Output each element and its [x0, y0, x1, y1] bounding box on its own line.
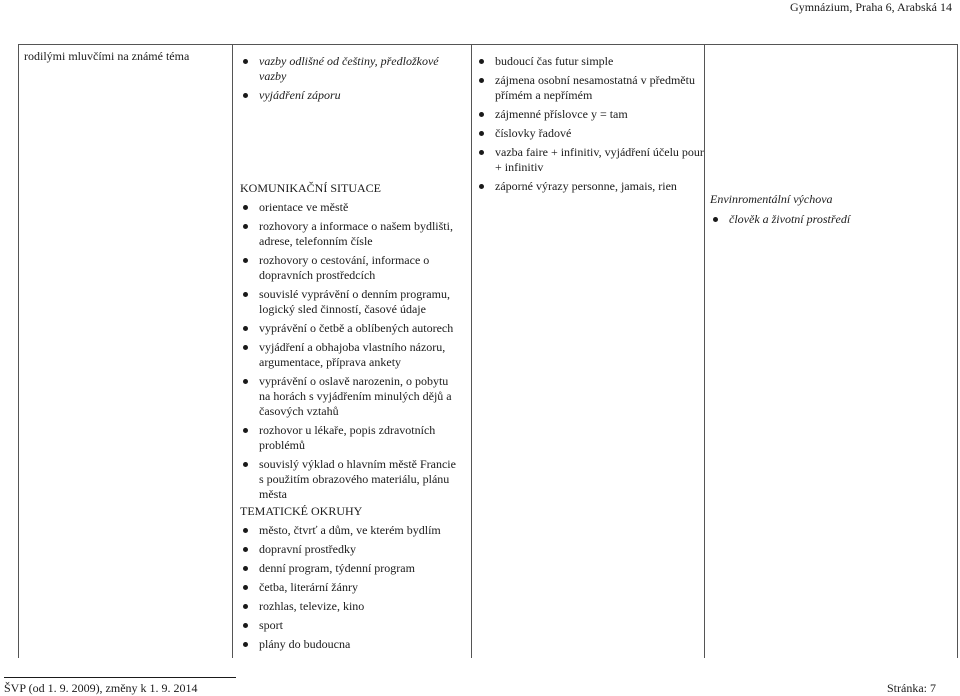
bullet-icon: [713, 217, 718, 222]
grammar-list: [476, 54, 708, 194]
bullet-icon: [479, 150, 484, 155]
list-item: sport: [240, 618, 462, 633]
list-item: budoucí čas futur simple: [476, 54, 708, 69]
list-item: plány do budoucna: [240, 637, 462, 652]
bullet-icon: [243, 623, 248, 628]
list-item: vazba faire + infinitiv, vyjádření účelu pour + infinitiv: [476, 145, 708, 175]
bullet-icon: [243, 93, 248, 98]
bullet-icon: [243, 292, 248, 297]
list-item: orientace ve městě: [240, 200, 462, 215]
table-border-right: [957, 44, 958, 658]
list-item: vazby odlišné od češtiny, předložkové vazby: [240, 54, 462, 84]
page-number: Stránka: 7: [887, 681, 936, 695]
list-item: rozhovory a informace o našem bydlišti, adrese, telefonním čísle: [240, 219, 462, 249]
footer-version: ŠVP (od 1. 9. 2009), změny k 1. 9. 2014: [4, 681, 198, 695]
column-crosscurricular: [710, 192, 954, 231]
bullet-icon: [479, 78, 484, 83]
footer-divider: [4, 677, 236, 678]
bullet-icon: [243, 528, 248, 533]
list-item: vyprávění o četbě a oblíbených autorech: [240, 321, 462, 336]
bullet-icon: [243, 224, 248, 229]
crosscurricular-heading: Envinromentální výchova: [710, 192, 833, 206]
bullet-icon: [243, 205, 248, 210]
outcome-text: rodilými mluvčími na známé téma: [24, 49, 190, 63]
bullet-icon: [243, 326, 248, 331]
list-item: zájmenné příslovce y = tam: [476, 107, 708, 122]
list-item: rozhovor u lékaře, popis zdravotních problémů: [240, 423, 462, 453]
list-item: číslovky řadové: [476, 126, 708, 141]
list-item: dopravní prostředky: [240, 542, 462, 557]
topics-list: [240, 523, 462, 652]
table-top-border: [18, 44, 958, 45]
bullet-icon: [243, 585, 248, 590]
list-item: zájmena osobní nesamostatná v předmětu přímém a nepřímém: [476, 73, 708, 103]
column-divider-2: [471, 44, 472, 658]
bullet-icon: [479, 112, 484, 117]
bullet-icon: [243, 379, 248, 384]
top-list: [240, 54, 462, 103]
list-item: záporné výrazy personne, jamais, rien: [476, 179, 708, 194]
list-item: souvislý výklad o hlavním městě Francie s použitím obrazového materiálu, plánu města: [240, 457, 462, 502]
bullet-icon: [243, 258, 248, 263]
list-item: vyprávění o oslavě narozenin, o pobytu na horách s vyjádřením minulých dějů a časových vztahů: [240, 374, 462, 419]
bullet-icon: [479, 184, 484, 189]
list-item: člověk a životní prostředí: [710, 212, 954, 227]
header-school: Gymnázium, Praha 6, Arabská 14: [790, 0, 952, 14]
list-item: vyjádření záporu: [240, 88, 462, 103]
column-divider-1: [232, 44, 233, 658]
crosscurricular-list: [710, 212, 954, 227]
column-grammar: [476, 54, 708, 198]
list-item: město, čtvrť a dům, ve kterém bydlím: [240, 523, 462, 538]
list-item: souvislé vyprávění o denním programu, logický sled činností, časové údaje: [240, 287, 462, 317]
situation-heading: KOMUNIKAČNÍ SITUACE: [240, 181, 381, 195]
bullet-icon: [243, 428, 248, 433]
bullet-icon: [479, 131, 484, 136]
bullet-icon: [243, 642, 248, 647]
table-border-left: [18, 44, 19, 658]
bullet-icon: [479, 59, 484, 64]
column-outcomes: [24, 49, 224, 64]
situation-list: [240, 200, 462, 502]
bullet-icon: [243, 462, 248, 467]
list-item: vyjádření a obhajoba vlastního názoru, argumentace, příprava ankety: [240, 340, 462, 370]
list-item: denní program, týdenní program: [240, 561, 462, 576]
list-item: rozhlas, televize, kino: [240, 599, 462, 614]
bullet-icon: [243, 59, 248, 64]
curriculum-table: [18, 44, 958, 658]
list-item: rozhovory o cestování, informace o dopravních prostředcích: [240, 253, 462, 283]
column-content: [240, 54, 462, 656]
list-item: četba, literární žánry: [240, 580, 462, 595]
topics-heading: TEMATICKÉ OKRUHY: [240, 504, 363, 518]
bullet-icon: [243, 547, 248, 552]
bullet-icon: [243, 345, 248, 350]
bullet-icon: [243, 604, 248, 609]
bullet-icon: [243, 566, 248, 571]
